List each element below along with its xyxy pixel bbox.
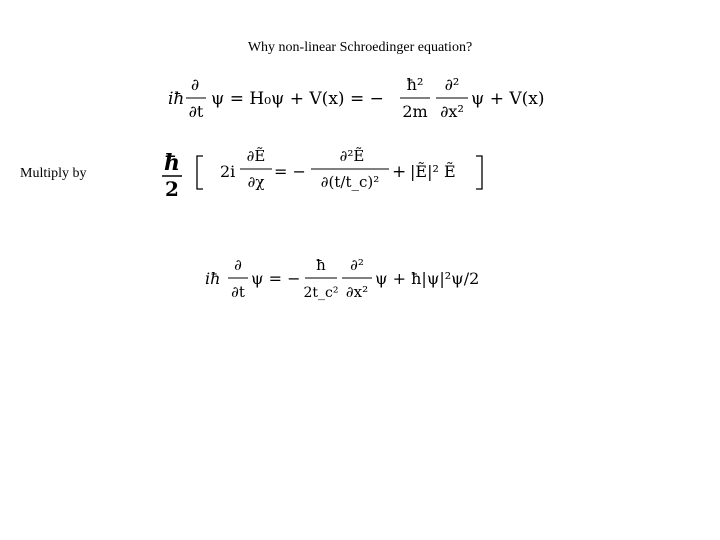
eq2-equals: = − [274, 162, 306, 181]
eq3-middle: ψ = − [251, 269, 301, 288]
envelope-equation [190, 140, 495, 200]
eq3-space-deriv-den: ∂x² [345, 283, 369, 301]
eq2-abs-term: |Ẽ|² Ẽ [410, 162, 456, 181]
eq1-time-deriv-num: ∂ [190, 75, 200, 94]
hbar-over-two-factor [160, 150, 190, 200]
eq1-coef-num: ħ² [406, 75, 424, 94]
eq2-frac2-num: ∂²Ẽ [339, 147, 365, 165]
right-bracket [476, 156, 482, 189]
eq3-space-deriv-num: ∂² [350, 256, 364, 274]
multiply-by-label: Multiply by [20, 166, 87, 181]
eq3-time-deriv-den: ∂t [231, 283, 245, 301]
eq2-plus: + [392, 162, 407, 182]
factor-num: ħ [164, 150, 180, 176]
eq1-space-deriv-den: ∂x² [440, 102, 464, 121]
eq3-time-deriv-num: ∂ [234, 256, 242, 274]
eq1-lhs-prefix: iħ [168, 89, 185, 109]
eq3-lhs-prefix: iħ [205, 269, 221, 288]
nonlinear-schroedinger-equation [205, 250, 505, 308]
eq2-frac1-num: ∂Ẽ [246, 147, 266, 165]
eq3-coef-den: 2t_c² [303, 285, 339, 301]
factor-den: 2 [165, 177, 179, 201]
eq1-space-deriv-num: ∂² [444, 75, 460, 94]
eq2-prefix: 2i [220, 162, 236, 181]
eq2-frac2-den: ∂(t/t_c)² [320, 173, 380, 191]
linear-schroedinger-equation [168, 70, 558, 128]
eq1-tail: ψ + V(x) [471, 89, 545, 109]
eq3-tail: ψ + ħ|ψ|²ψ/2 [375, 269, 480, 288]
eq1-coef-den: 2m [402, 102, 428, 121]
eq3-coef-num: ħ [316, 256, 326, 274]
eq1-time-deriv-den: ∂t [188, 102, 204, 121]
slide-title: Why non-linear Schroedinger equation? [247, 40, 473, 55]
eq2-frac1-den: ∂χ [247, 173, 265, 191]
left-bracket [197, 156, 203, 189]
eq1-middle: ψ = H₀ψ + V(x) = − [211, 89, 384, 109]
